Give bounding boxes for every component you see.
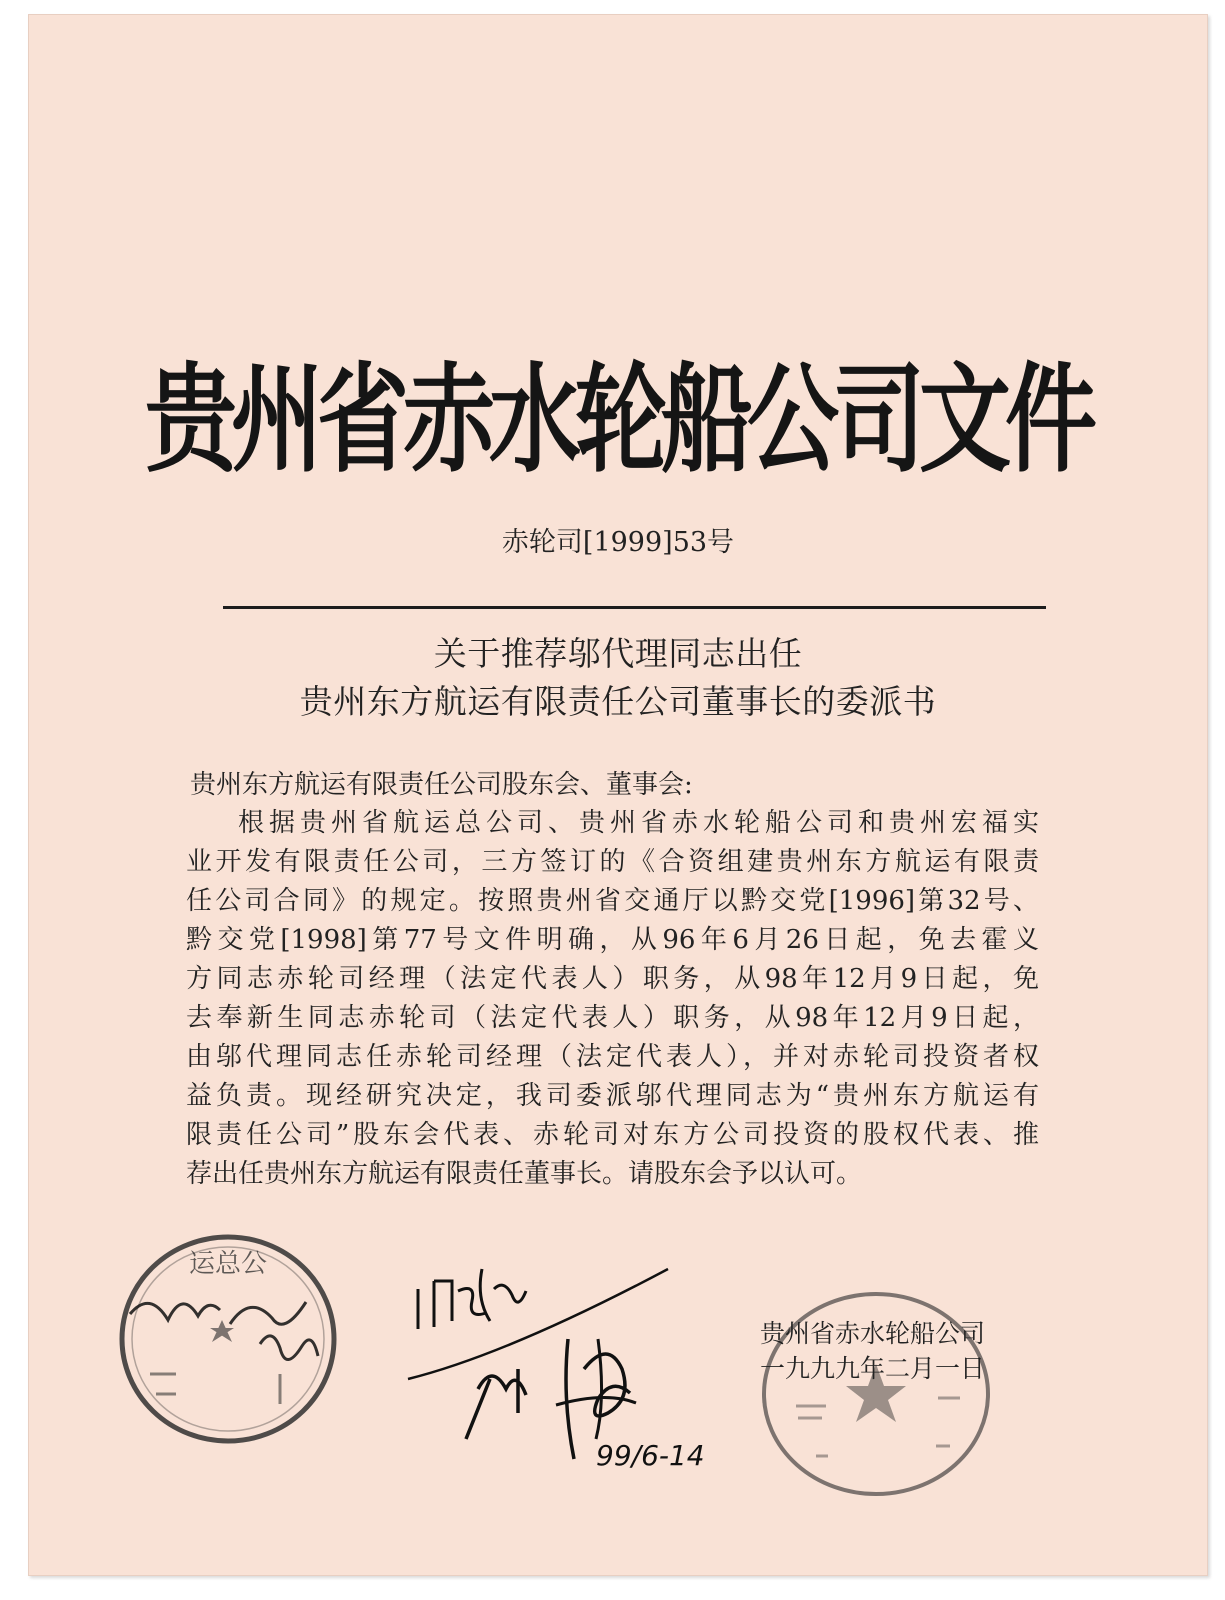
body-line: 荐出任贵州东方航运有限责任董事长。请股东会予以认可。 — [186, 1159, 863, 1189]
body-line: 限责任公司”股东会代表、赤轮司对东方公司投资的股权代表、推 — [186, 1120, 1039, 1150]
body-line: 去奉新生同志赤轮司（法定代表人）职务，从98年12月9日起， — [186, 1003, 1039, 1033]
document-number: 赤轮司[1999]53号 — [501, 527, 735, 558]
subject-line-1: 关于推荐邬代理同志出任 — [433, 634, 803, 673]
body-line: 方同志赤轮司经理（法定代表人）职务，从98年12月9日起，免 — [186, 964, 1039, 994]
body-line: 业开发有限责任公司，三方签订的《合资组建贵州东方航运有限责 — [186, 847, 1039, 877]
signature-date: 99/6-14 — [596, 1439, 705, 1472]
body-line: 由邬代理同志任赤轮司经理（法定代表人），并对赤轮司投资者权 — [186, 1042, 1039, 1072]
issue-date: 一九九九年二月一日 — [760, 1354, 986, 1383]
body-line: 根据贵州省航运总公司、贵州省赤水轮船公司和贵州宏福实 — [238, 808, 1039, 838]
sender-organization: 贵州省赤水轮船公司 — [760, 1319, 986, 1348]
addressee: 贵州东方航运有限责任公司股东会、董事会: — [190, 770, 693, 800]
document-page — [28, 14, 1208, 1576]
seal-text: 运总公 — [188, 1249, 268, 1279]
header-divider — [223, 606, 1046, 609]
left-seal-stamp — [110, 1224, 350, 1454]
body-line: 益负责。现经研究决定，我司委派邬代理同志为“贵州东方航运有 — [186, 1081, 1039, 1111]
subject-line-2: 贵州东方航运有限责任公司董事长的委派书 — [299, 682, 937, 721]
body-line: 任公司合同》的规定。按照贵州省交通厅以黔交党[1996]第32号、 — [186, 886, 1039, 916]
body-line: 黔交党[1998]第77号文件明确，从96年6月26日起，免去霍义 — [186, 925, 1039, 955]
document-header-title: 贵州省赤水轮船公司文件 — [144, 351, 1091, 489]
handwritten-signature — [398, 1229, 708, 1493]
